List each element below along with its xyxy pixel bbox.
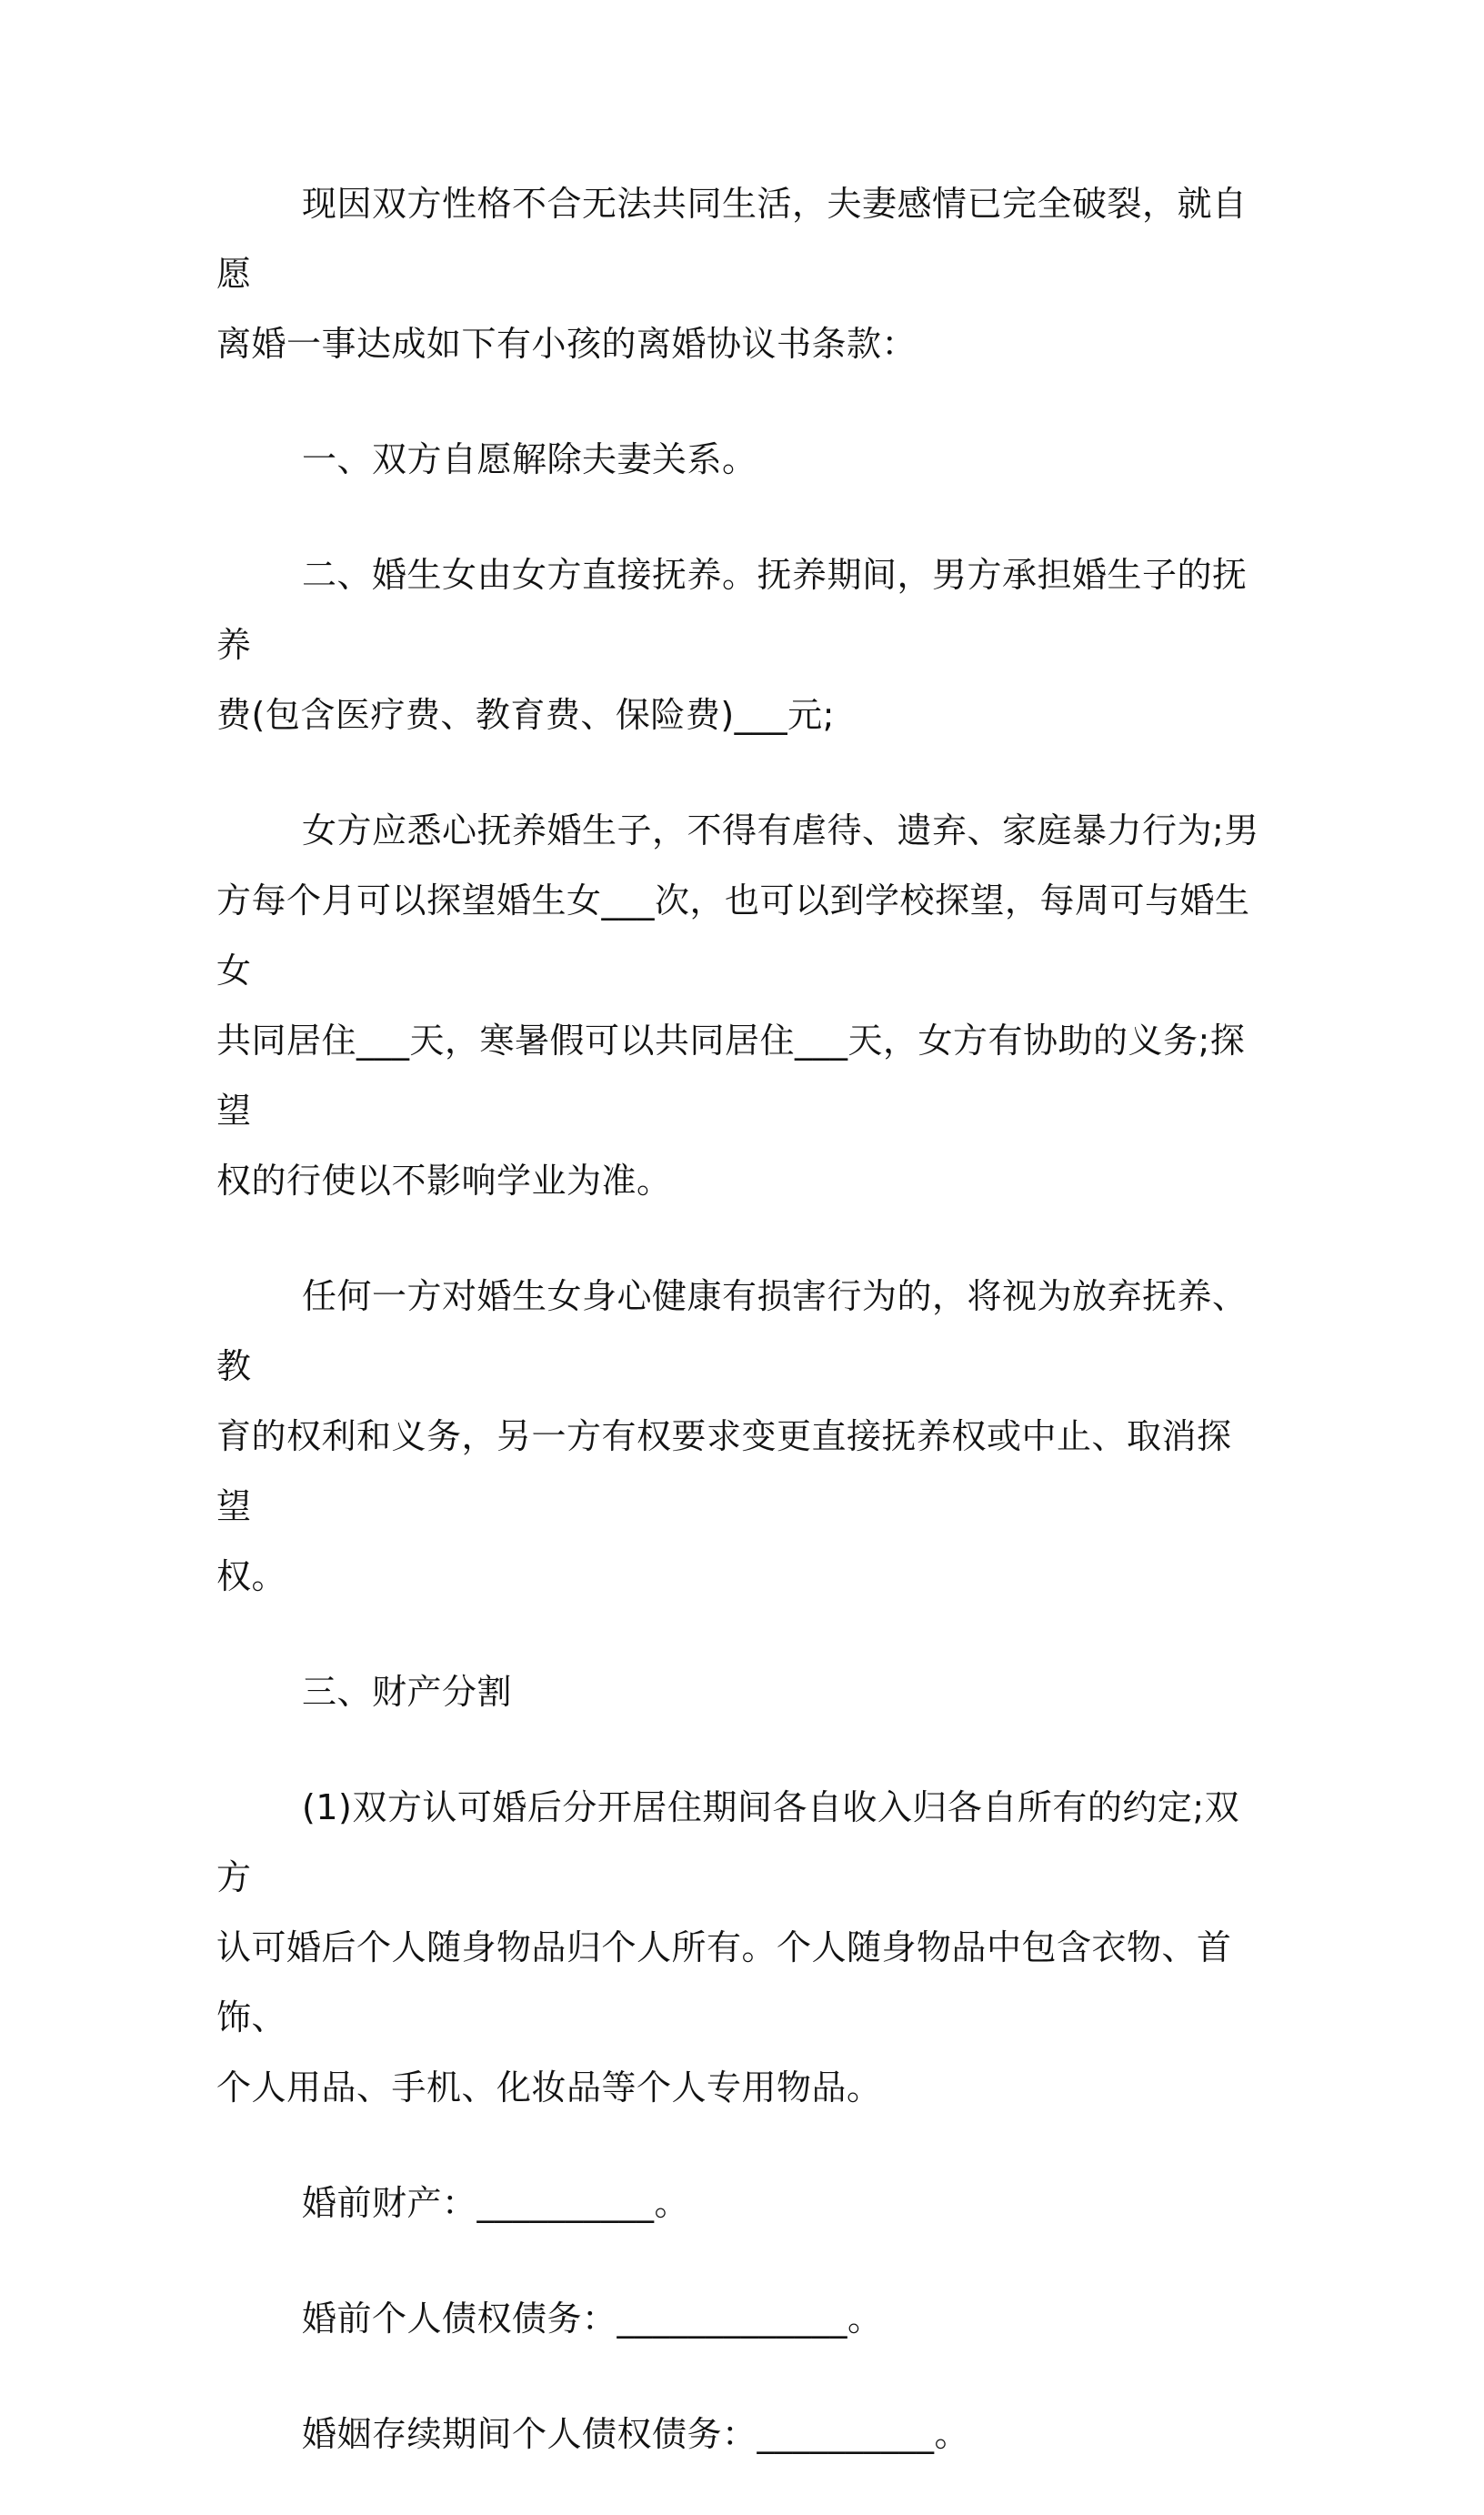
text-line: 育的权利和义务，另一方有权要求变更直接抚养权或中止、取消探望 [216,1416,1232,1526]
text-line: (1)双方认可婚后分开居住期间各自收入归各自所有的约定;双方 [216,1787,1240,1897]
text-line: 方每个月可以探望婚生女___次，也可以到学校探望，每周可与婚生女 [216,880,1250,991]
paragraph-clause-1 [216,425,1262,495]
text-line: 三、财产分割 [302,1672,513,1712]
text-line: 女方应悉心抚养婚生子，不得有虐待、遗弃、家庭暴力行为;男 [302,810,1259,850]
text-line: 个人用品、手机、化妆品等个人专用物品。 [216,2067,882,2108]
text-line: 权。 [216,1556,287,1596]
paragraph-premarital-debts [216,2284,1262,2354]
text-line: 一、双方自愿解除夫妻关系。 [302,439,757,479]
text-line: 婚姻存续期间个人债权债务：__________。 [302,2414,970,2454]
text-line: 共同居住___天，寒暑假可以共同居住___天，女方有协助的义务;探望 [216,1021,1246,1131]
paragraph-marital-debts [216,2399,1262,2470]
text-line: 任何一方对婚生女身心健康有损害行为的，将视为放弃抚养、教 [216,1276,1248,1386]
text-line: 二、婚生女由女方直接抚养。抚养期间，男方承担婚生子的抚养 [216,555,1248,665]
paragraph-premarital-property [216,2168,1262,2238]
text-line: 离婚一事达成如下有小孩的离婚协议书条款： [216,324,917,364]
document-body [216,169,1262,2515]
text-line: 现因双方性格不合无法共同生活，夫妻感情已完全破裂，就自愿 [216,184,1248,294]
paragraph-intro [216,169,1262,379]
paragraph-property-1 [216,1773,1262,2123]
paragraph-custody [216,796,1262,1216]
text-line: 婚前个人债权债务：_____________。 [302,2299,883,2339]
paragraph-clause-3-heading [216,1657,1262,1727]
text-line: 婚前财产：__________。 [302,2183,690,2223]
text-line: 认可婚后个人随身物品归个人所有。个人随身物品中包含衣物、首饰、 [216,1927,1232,2037]
text-line: 费(包含医疗费、教育费、保险费)___元; [216,695,835,735]
paragraph-clause-2 [216,540,1262,750]
text-line: 权的行使以不影响学业为准。 [216,1161,672,1201]
paragraph-harm [216,1262,1262,1612]
